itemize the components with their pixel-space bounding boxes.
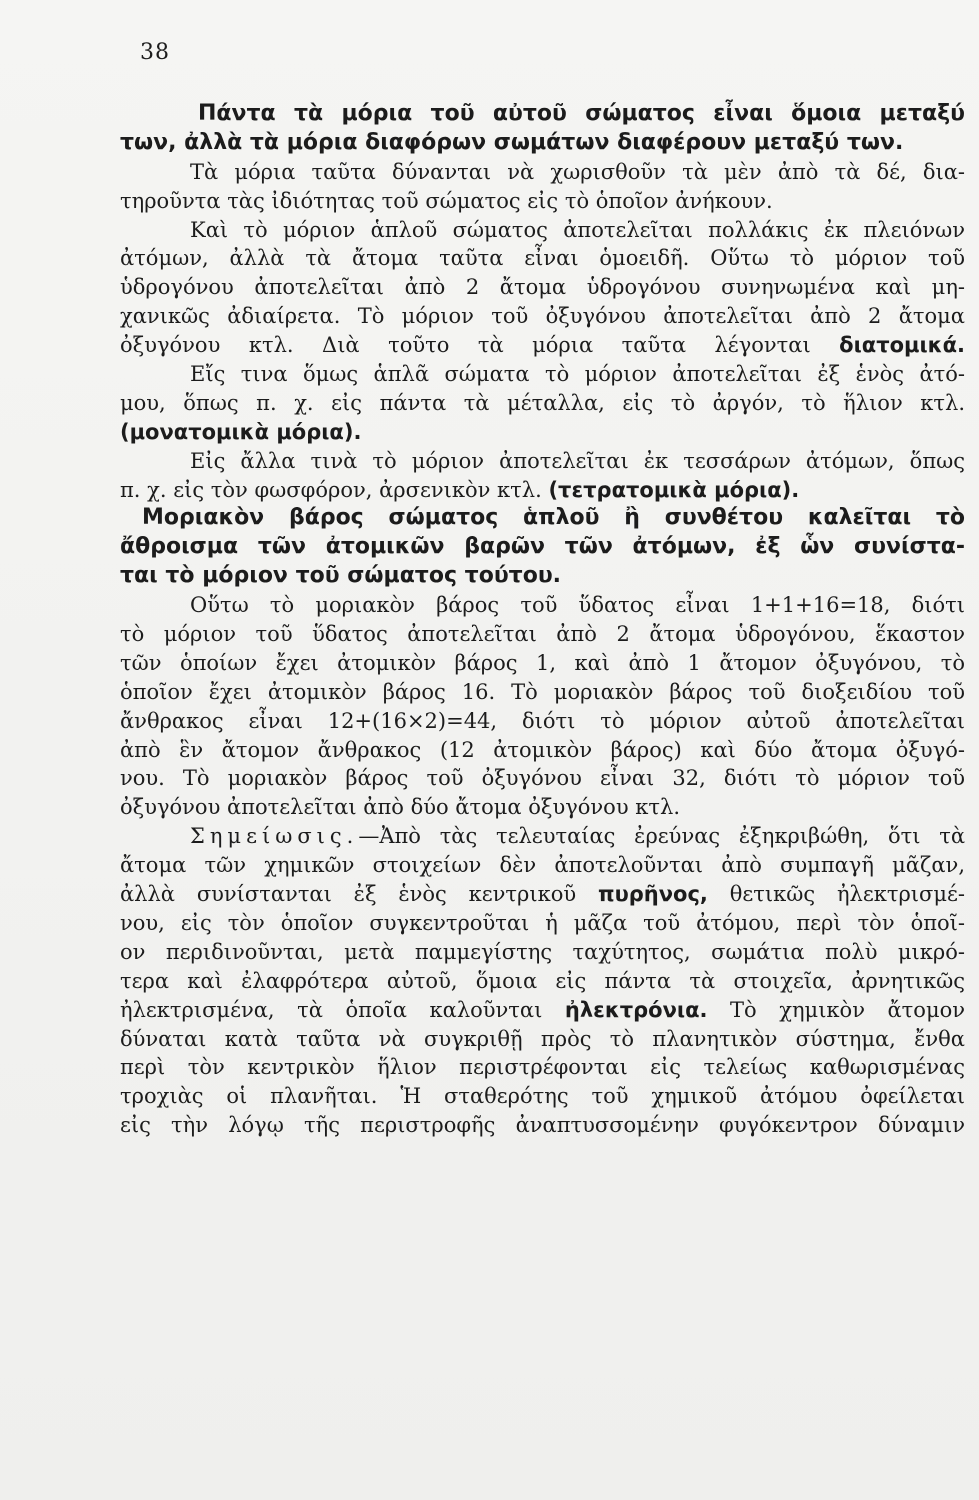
bold-term: διατομικά. [839,333,965,358]
page-number: 38 [140,40,170,65]
text-line: χανικῶς ἀδιαίρετα. Τὸ μόριον τοῦ ὀξυγόνου ἀποτελεῖται ἀπὸ 2 ἄτομα [120,304,965,329]
text-line: ὁποῖον ἔχει ἀτομικὸν βάρος 16. Τὸ μοριακὸν βάρος τοῦ διοξειδίου τοῦ [120,679,965,704]
text-line: τῶν ὁποίων ἔχει ἀτομικὸν βάρος 1, καὶ ἀπὸ 1 ἄτομον ὀξυγόνου, τὸ [120,650,965,675]
text-line: ἀτόμων, ἀλλὰ τὰ ἄτομα ταῦτα εἶναι ὁμοειδῆ. Οὕτω τὸ μόριον τοῦ [120,246,965,271]
text-line: ὀξυγόνου ἀποτελεῖται ἀπὸ δύο ἄτομα ὀξυγόνου κτλ. [120,795,680,820]
bold-term: ἠλεκτρόνια. [564,997,708,1022]
text-line: τὸ μόριον τοῦ ὕδατος ἀποτελεῖται ἀπὸ 2 ἄτομα ὑδρογόνου, ἕκαστον [120,622,965,647]
text-line: Εἴς τινα ὅμως ἁπλᾶ σώματα τὸ μόριον ἀποτελεῖται ἐξ ἑνὸς ἀτό- [190,362,965,387]
text-run: ἀλλὰ συνίστανται ἐξ ἑνὸς κεντρικοῦ [120,882,598,907]
text-run: —Ἀπὸ τὰς τελευταίας ἐρεύνας ἐξηκριβώθη, ὅτι τὰ [358,824,965,849]
text-line [120,476,965,505]
text-line: ἄτομα τῶν χημικῶν στοιχείων δὲν ἀποτελοῦνται ἀπὸ συμπαγῆ μᾶζαν, [120,853,965,878]
text-line: τροχιὰς οἱ πλανῆται. Ἡ σταθερότης τοῦ χημικοῦ ἀτόμου ὀφείλεται [120,1084,965,1109]
text-line [120,331,965,360]
text-line: Πάντα τὰ μόρια τοῦ αὐτοῦ σώματος εἶναι ὅμοια μεταξύ [198,101,965,126]
text-run: Τὸ χημικὸν ἄτομον [707,997,966,1022]
text-line: τηροῦντα τὰς ἰδιότητας τοῦ σώματος εἰς τὸ ὁποῖον ἀνήκουν. [120,188,773,213]
text-line: Οὕτω τὸ μοριακὸν βάρος τοῦ ὕδατος εἶναι 1+1+16=18, διότι [190,593,965,618]
text-run: ἠλεκτρισμένα, τὰ ὁποῖα καλοῦνται [120,997,565,1022]
text-line: Μοριακὸν βάρος σώματος ἁπλοῦ ἢ συνθέτου καλεῖται τὸ [142,505,965,531]
text-line: ται τὸ μόριον τοῦ σώματος τούτου. [120,563,562,589]
text-line: ἀπὸ ἓν ἄτομον ἄνθρακος (12 ἀτομικὸν βάρος) καὶ δύο ἄτομα ὀξυγό- [120,737,965,762]
text-line: ὑδρογόνου ἀποτελεῖται ἀπὸ 2 ἄτομα ὑδρογόνου συνηνωμένα καὶ μη- [120,275,965,300]
text-line: τερα καὶ ἐλαφρότερα αὐτοῦ, ὅμοια εἰς πάντα τὰ στοιχεῖα, ἀρνητικῶς [120,968,965,993]
text-line: ον περιδινοῦνται, μετὰ παμμεγίστης ταχύτητος, σωμάτια πολὺ μικρό- [120,939,965,964]
text-line: Τὰ μόρια ταῦτα δύνανται νὰ χωρισθοῦν τὰ μὲν ἀπὸ τὰ δέ, δια- [190,159,965,184]
text-line: νου. Τὸ μοριακὸν βάρος τοῦ ὀξυγόνου εἶναι 32, διότι τὸ μόριον τοῦ [120,766,965,791]
text-line: Καὶ τὸ μόριον ἁπλοῦ σώματος ἀποτελεῖται πολλάκις ἐκ πλειόνων [190,217,965,242]
bold-term: πυρῆνος, [597,882,708,907]
note-label: Σημείωσις. [190,824,359,849]
text-line: Εἰς ἄλλα τινὰ τὸ μόριον ἀποτελεῖται ἐκ τεσσάρων ἀτόμων, ὅπως [190,448,965,473]
text-run: ὀξυγόνου κτλ. Διὰ τοῦτο τὰ μόρια ταῦτα λέγονται [120,333,840,358]
bold-term: (τετρατομικὰ μόρια). [548,477,800,502]
text-line [120,880,965,909]
text-line: μου, ὅπως π. χ. εἰς πάντα τὰ μέταλλα, εἰς τὸ ἀργόν, τὸ ἥλιον κτλ. [120,390,965,415]
text-line [120,418,965,447]
text-line: των, ἀλλὰ τὰ μόρια διαφόρων σωμάτων διαφέρουν μεταξύ των. [120,129,904,155]
text-line: εἰς τὴν λόγῳ τῆς περιστροφῆς ἀναπτυσσομένην φυγόκεντρον δύναμιν [120,1113,965,1138]
text-line [120,996,965,1025]
text-line: ἄθροισμα τῶν ἀτομικῶν βαρῶν τῶν ἀτόμων, ἐξ ὧν συνίστα- [120,534,965,560]
text-line: δύναται κατὰ ταῦτα νὰ συγκριθῇ πρὸς τὸ πλανητικὸν σύστημα, ἔνθα [120,1026,965,1051]
text-run: π. χ. εἰς τὸν φωσφόρον, ἀρσενικὸν κτλ. [120,477,549,502]
text-line: νου, εἰς τὸν ὁποῖον συγκεντροῦται ἡ μᾶζα τοῦ ἀτόμου, περὶ τὸν ὁποῖ- [120,910,965,935]
page-body [120,100,965,1140]
text-line: περὶ τὸν κεντρικὸν ἥλιον περιστρέφονται εἰς τελείως καθωρισμένας [120,1055,965,1080]
text-line [120,822,965,851]
bold-term: (μονατομικὰ μόρια). [120,419,362,444]
text-line: ἄνθρακος εἶναι 12+(16×2)=44, διότι τὸ μόριον αὐτοῦ ἀποτελεῖται [120,708,965,733]
text-run: θετικῶς ἠλεκτρισμέ- [707,882,965,907]
